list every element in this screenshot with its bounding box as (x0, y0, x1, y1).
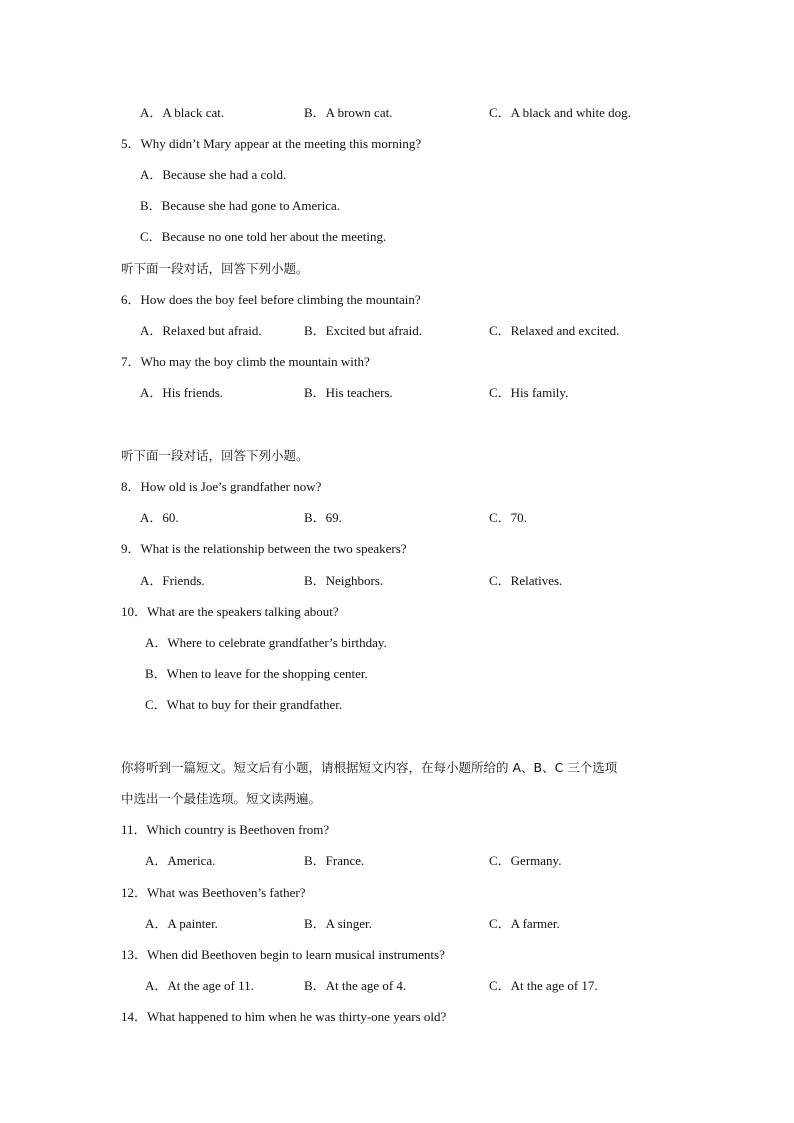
q11-option-a: A．America. (145, 853, 216, 868)
q9-option-a: A．Friends. (140, 573, 205, 588)
q9-option-c: C．Relatives. (489, 573, 563, 588)
q8-option-c: C．70. (489, 510, 527, 525)
q10-option-c: C．What to buy for their grandfather. (145, 697, 343, 712)
q4-option-c: C．A black and white dog. (489, 105, 631, 120)
passage-instruction-line2: 中选出一个最佳选项。短文读两遍。 (121, 791, 322, 806)
q12-option-b: B．A singer. (304, 916, 372, 931)
q6-question: 6．How does the boy feel before climbing the mountain? (121, 292, 421, 307)
q6-option-b: B．Excited but afraid. (304, 323, 423, 338)
q6-option-c: C．Relaxed and excited. (489, 323, 620, 338)
q4-option-a: A．A black cat. (140, 105, 225, 120)
q4-option-b: B．A brown cat. (304, 105, 393, 120)
q13-question: 13．When did Beethoven begin to learn musical instruments? (121, 947, 445, 962)
q9-question: 9．What is the relationship between the two speakers? (121, 541, 407, 556)
q7-option-a: A．His friends. (140, 385, 224, 400)
q7-option-c: C．His family. (489, 385, 569, 400)
q11-option-b: B．France. (304, 853, 365, 868)
q5-option-c: C．Because no one told her about the meeting. (140, 229, 387, 244)
section-instruction: 听下面一段对话，回答下列小题。 (121, 261, 309, 276)
q14-question: 14．What happened to him when he was thirty-one years old? (121, 1009, 447, 1024)
q5-question: 5．Why didn’t Mary appear at the meeting this morning? (121, 136, 422, 151)
q10-option-b: B．When to leave for the shopping center. (145, 666, 368, 681)
q8-option-b: B．69. (304, 510, 342, 525)
q13-option-b: B．At the age of 4. (304, 978, 407, 993)
q12-option-c: C．A farmer. (489, 916, 560, 931)
q7-question: 7．Who may the boy climb the mountain with? (121, 354, 370, 369)
q5-option-a: A．Because she had a cold. (140, 167, 287, 182)
q10-option-a: A．Where to celebrate grandfather’s birthday. (145, 635, 387, 650)
q5-option-b: B．Because she had gone to America. (140, 198, 340, 213)
q12-question: 12．What was Beethoven’s father? (121, 885, 306, 900)
q6-option-a: A．Relaxed but afraid. (140, 323, 262, 338)
q10-question: 10．What are the speakers talking about? (121, 604, 339, 619)
q11-question: 11．Which country is Beethoven from? (121, 822, 330, 837)
q8-option-a: A．60. (140, 510, 179, 525)
q12-option-a: A．A painter. (145, 916, 218, 931)
passage-instruction-line1: 你将听到一篇短文。短文后有小题，请根据短文内容，在每小题所给的 A、B、C 三个选项 (121, 760, 618, 775)
q11-option-c: C．Germany. (489, 853, 562, 868)
q7-option-b: B．His teachers. (304, 385, 393, 400)
q13-option-c: C．At the age of 17. (489, 978, 598, 993)
q9-option-b: B．Neighbors. (304, 573, 384, 588)
q13-option-a: A．At the age of 11. (145, 978, 254, 993)
q8-question: 8．How old is Joe’s grandfather now? (121, 479, 322, 494)
section-instruction: 听下面一段对话，回答下列小题。 (121, 448, 309, 463)
